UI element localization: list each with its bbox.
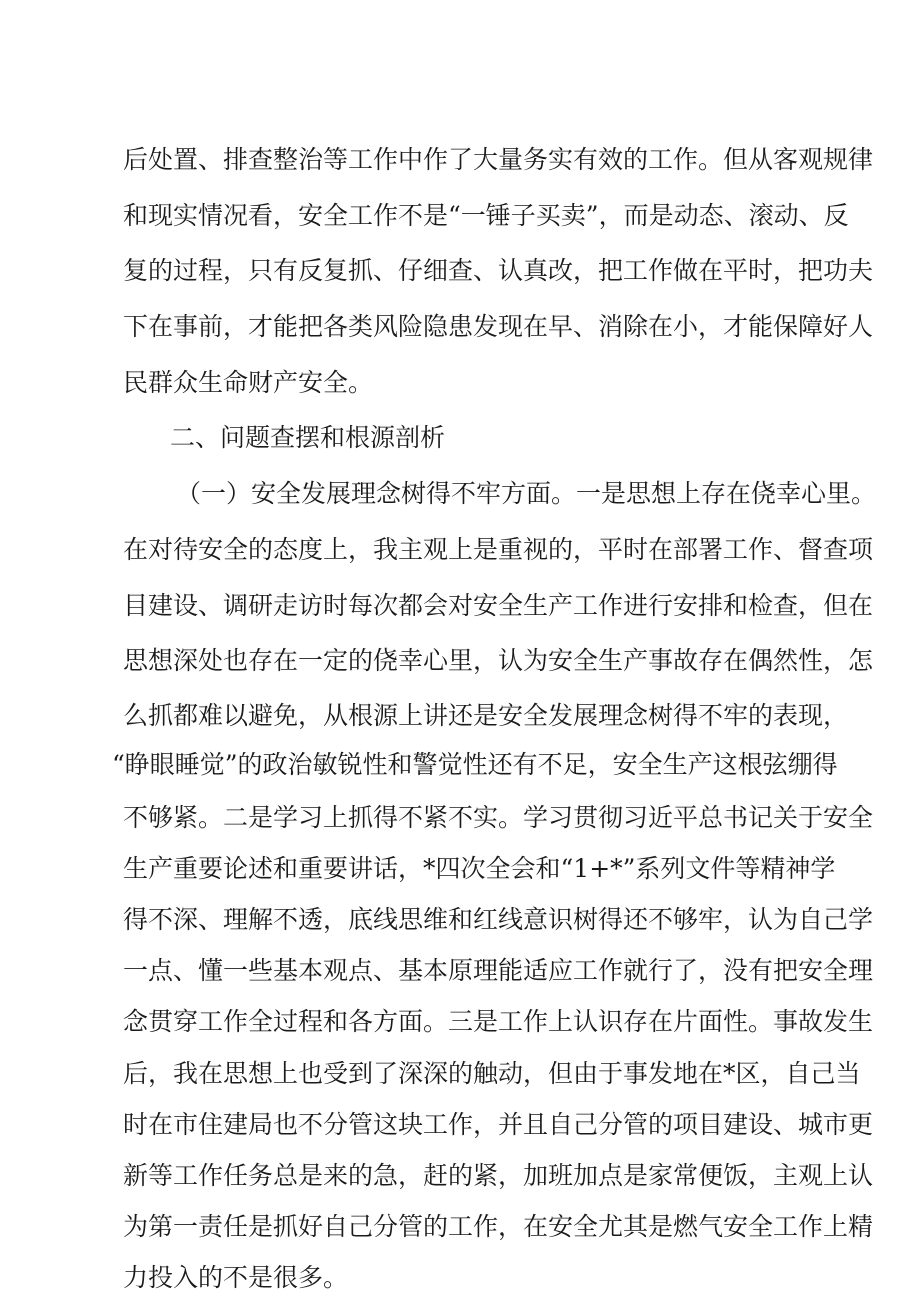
paragraph-line: 新等工作任务总是来的急，赶的紧，加班加点是家常便饭，主观上认 — [123, 1161, 874, 1190]
subsection-first-line: （一）安全发展理念树得不牢方面。一是思想上存在侥幸心里。 — [176, 479, 877, 508]
paragraph-line: 时在市住建局也不分管这块工作，并且自己分管的项目建设、城市更 — [123, 1110, 874, 1139]
paragraph-line: 力投入的不是很多。 — [123, 1263, 349, 1292]
paragraph-line: 后处置、排查整治等工作中作了大量务实有效的工作。但从客观规律 — [123, 145, 874, 174]
paragraph-line: 不够紧。二是学习上抓得不紧不实。学习贯彻习近平总书记关于安全 — [123, 803, 874, 832]
paragraph-line: 下在事前，才能把各类风险隐患发现在早、消除在小，才能保障好人 — [123, 312, 874, 341]
paragraph-line: 在对待安全的态度上，我主观上是重视的，平时在部署工作、督查项 — [123, 535, 874, 564]
paragraph-line: 和现实情况看，安全工作不是“一锤子买卖”，而是动态、滚动、反 — [123, 201, 849, 230]
paragraph-line: 么抓都难以避免，从根源上讲还是安全发展理念树得不牢的表现， — [123, 701, 849, 730]
paragraph-line: “睁眼睡觉”的政治敏锐性和警觉性还有不足，安全生产这根弦绷得 — [112, 750, 838, 779]
paragraph-line: 得不深、理解不透，底线思维和红线意识树得还不够牢，认为自己学 — [123, 905, 874, 934]
paragraph-line: 后，我在思想上也受到了深深的触动，但由于事发地在*区，自己当 — [123, 1059, 861, 1088]
paragraph-line: 念贯穿工作全过程和各方面。三是工作上认识存在片面性。事故发生 — [123, 1007, 874, 1036]
paragraph-line: 思想深处也存在一定的侥幸心里，认为安全生产事故存在偶然性，怎 — [123, 646, 874, 675]
paragraph-line: 为第一责任是抓好自己分管的工作，在安全尤其是燃气安全工作上精 — [123, 1212, 874, 1241]
paragraph-line: 目建设、调研走访时每次都会对安全生产工作进行安排和检查，但在 — [123, 591, 874, 620]
paragraph-line: 民群众生命财产安全。 — [123, 368, 374, 397]
paragraph-line: 一点、懂一些基本观点、基本原理能适应工作就行了，没有把安全理 — [123, 956, 874, 985]
section-heading: 二、问题查摆和根源剖析 — [170, 423, 446, 452]
paragraph-line: 复的过程，只有反复抓、仔细查、认真改，把工作做在平时，把功夫 — [123, 256, 874, 285]
paragraph-line: 生产重要论述和重要讲话，*四次全会和“1+*”系列文件等精神学 — [123, 854, 836, 883]
